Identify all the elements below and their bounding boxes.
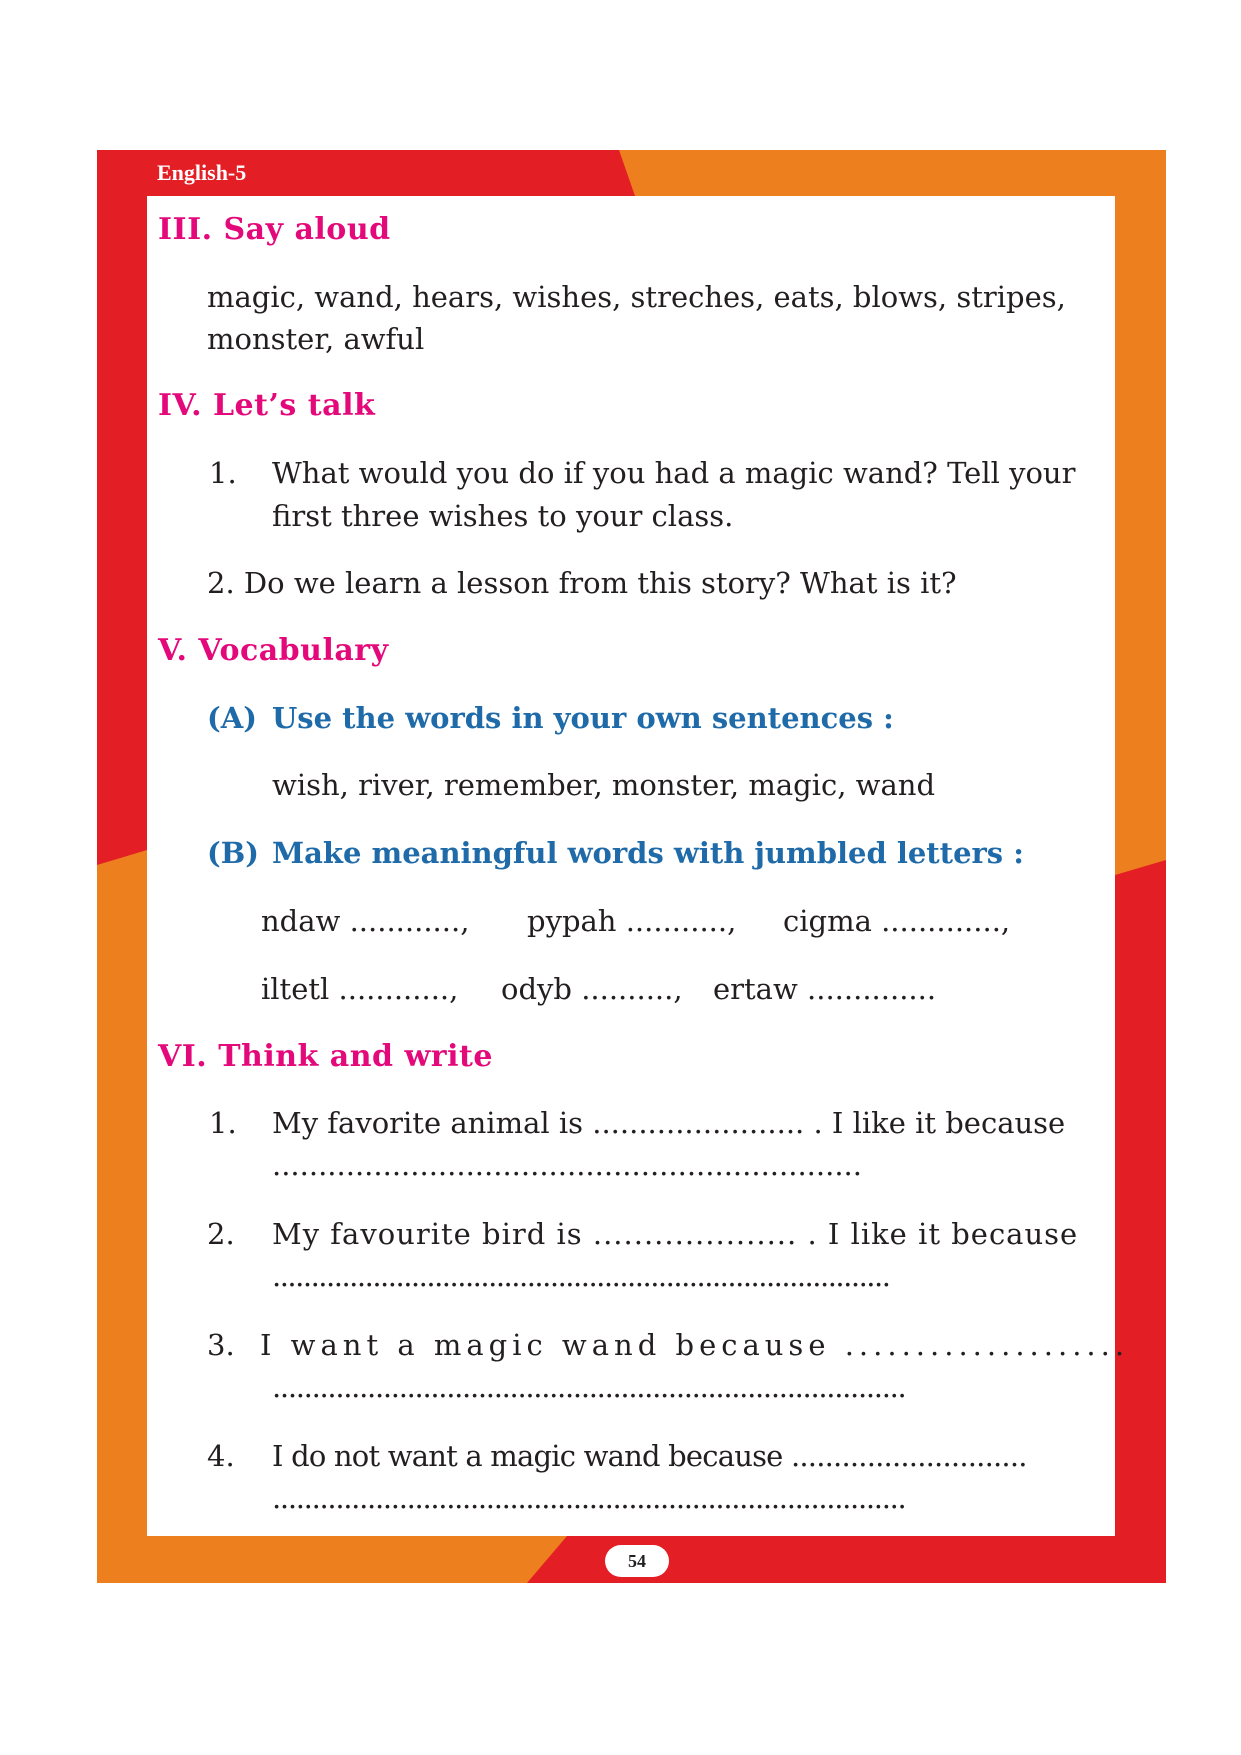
- think-write-item-line-2: ................................................................................: [272, 1259, 890, 1293]
- think-write-item-line-2: ................................................................................: [272, 1481, 906, 1515]
- jumbled-word: iltetl ............,: [261, 972, 459, 1006]
- think-write-item-number: 2.: [207, 1217, 235, 1251]
- lets-talk-q1-line-2: first three wishes to your class.: [272, 499, 734, 533]
- lets-talk-q1-line-1: What would you do if you had a magic wand? Tell your: [272, 456, 1076, 490]
- think-write-item-line-1: My favourite bird is .................... . I like it because: [272, 1217, 1079, 1251]
- think-write-item-number: 1.: [209, 1106, 237, 1140]
- lets-talk-q2: 2. Do we learn a lesson from this story? What is it?: [207, 566, 957, 600]
- jumbled-word: ndaw ............,: [261, 904, 470, 938]
- book-label: English-5: [157, 160, 247, 185]
- think-write-item-number: 3.: [207, 1328, 235, 1362]
- think-write-item-line-1: I want a magic wand because ....................: [260, 1328, 1130, 1362]
- think-write-item-line-2: ................................................................................: [272, 1370, 906, 1404]
- vocab-b-label: (B): [207, 836, 259, 870]
- lets-talk-q1-number: 1.: [209, 456, 237, 490]
- think-write-item-line-1: I do not want a magic wand because ............................: [272, 1439, 1027, 1473]
- think-write-item-line-2: ................................................................: [272, 1148, 862, 1182]
- jumbled-word: odyb ..........,: [501, 972, 683, 1006]
- vocab-a-words: wish, river, remember, monster, magic, wand: [272, 768, 936, 802]
- say-aloud-line-2: monster, awful: [207, 322, 425, 356]
- red-right-strip: [1115, 860, 1166, 1536]
- section-think-write-title: VI. Think and write: [158, 1039, 493, 1074]
- vocab-a-label: (A): [207, 701, 257, 735]
- vocab-a-title: Use the words in your own sentences :: [272, 701, 894, 735]
- section-say-aloud-title: III. Say aloud: [158, 212, 391, 247]
- vocab-b-title: Make meaningful words with jumbled letters :: [272, 836, 1024, 870]
- section-vocabulary-title: V. Vocabulary: [158, 633, 389, 668]
- say-aloud-line-1: magic, wand, hears, wishes, streches, eats, blows, stripes,: [207, 280, 1066, 314]
- think-write-item-number: 4.: [207, 1439, 235, 1473]
- section-lets-talk-title: IV. Let’s talk: [158, 388, 376, 423]
- page-number: 54: [605, 1545, 669, 1577]
- think-write-item-line-1: My favorite animal is ....................... . I like it because: [272, 1106, 1066, 1140]
- jumbled-word: pypah ...........,: [527, 904, 737, 938]
- jumbled-word: ertaw ..............: [713, 972, 937, 1006]
- jumbled-word: cigma .............,: [783, 904, 1011, 938]
